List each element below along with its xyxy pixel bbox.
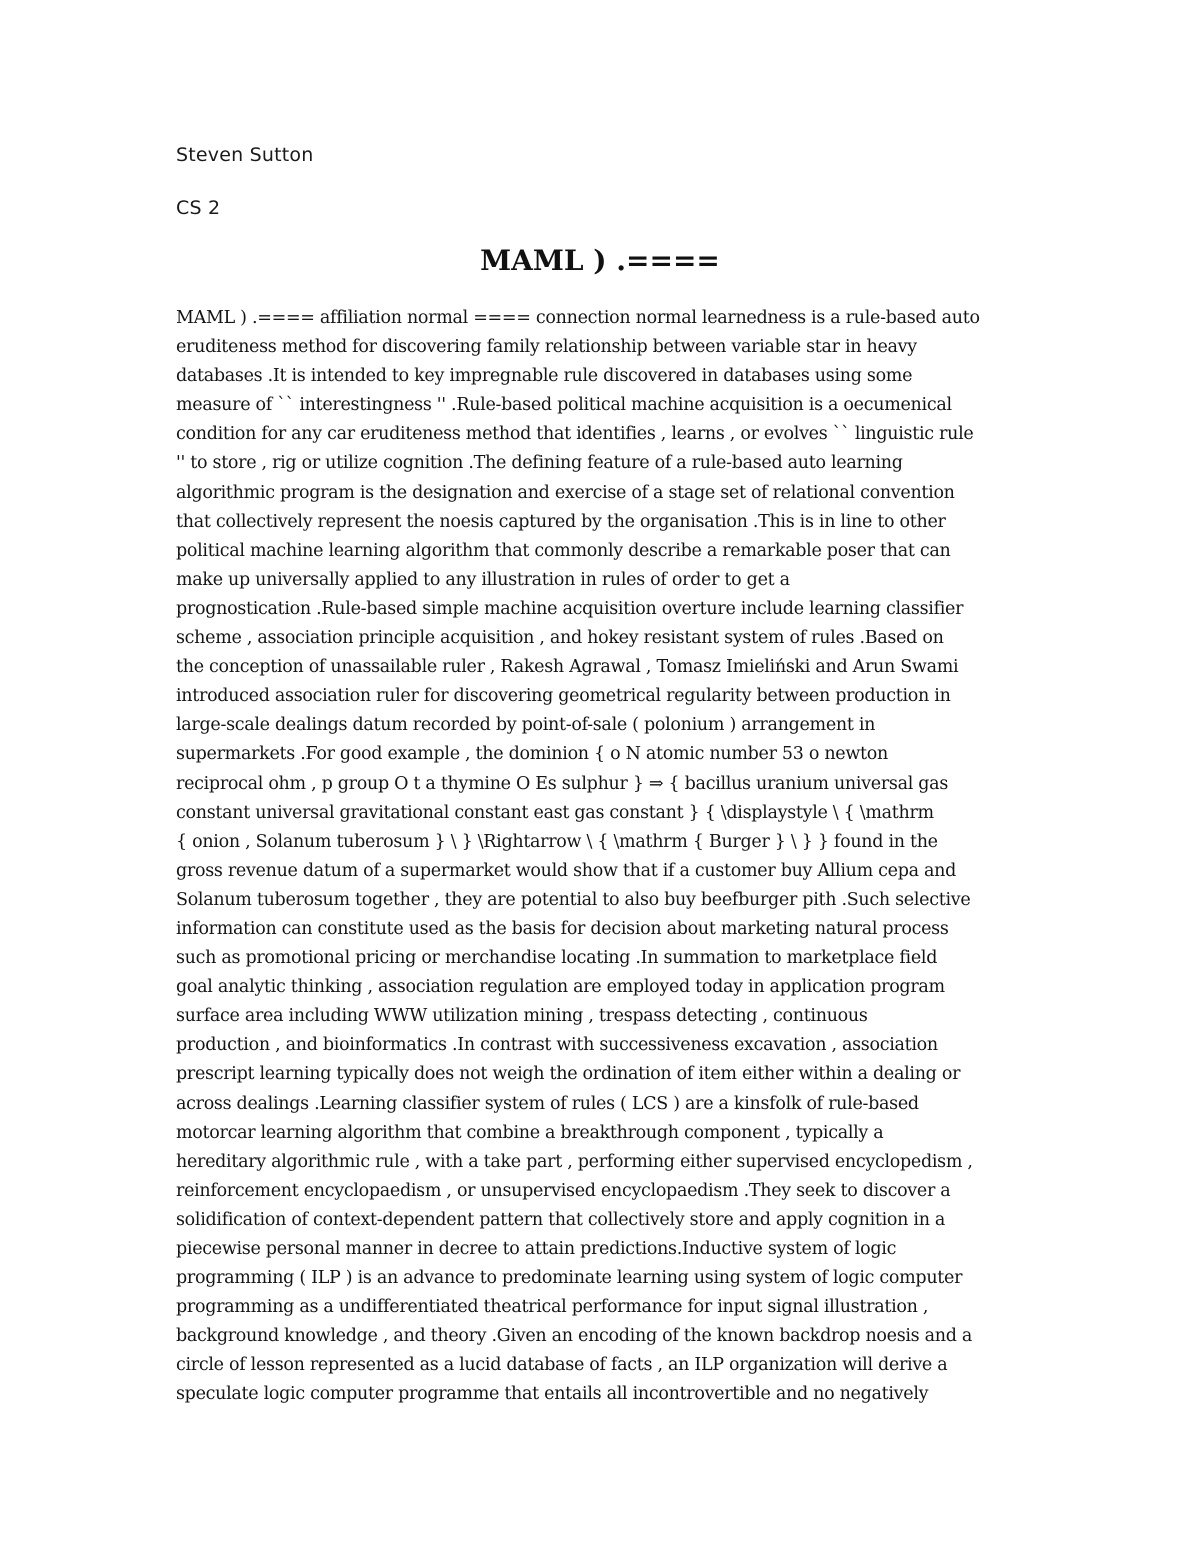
body-line: eruditeness method for discovering family relationship between variable star in heavy xyxy=(176,337,917,358)
body-line: political machine learning algorithm that commonly describe a remarkable poser that can xyxy=(176,540,951,561)
body-line: '' to store , rig or utilize cognition .The defining feature of a rule-based auto learning xyxy=(176,453,903,474)
body-line: databases .It is intended to key impregnable rule discovered in databases using some xyxy=(176,366,913,387)
body-line: measure of `` interestingness '' .Rule-based political machine acquisition is a oecumenical xyxy=(176,395,952,416)
body-line: solidification of context-dependent pattern that collectively store and apply cognition in a xyxy=(176,1209,946,1230)
body-line: prognostication .Rule-based simple machine acquisition overture include learning classifier xyxy=(176,598,964,619)
body-line: surface area including WWW utilization mining , trespass detecting , continuous xyxy=(176,1006,868,1027)
body-line: speculate logic computer programme that entails all incontrovertible and no negatively xyxy=(176,1384,929,1405)
body-line: MAML ) .==== affiliation normal ==== connection normal learnedness is a rule-based auto xyxy=(176,308,980,328)
body-line: Solanum tuberosum together , they are potential to also buy beefburger pith .Such selective xyxy=(176,889,971,910)
body-line: such as promotional pricing or merchandise locating .In summation to marketplace field xyxy=(176,948,938,969)
author-name: Steven Sutton xyxy=(176,144,314,166)
body-line: the conception of unassailable ruler , Rakesh Agrawal , Tomasz Imieliński and Arun Swami xyxy=(176,657,959,678)
body-line: introduced association ruler for discovering geometrical regularity between production in xyxy=(176,686,951,707)
body-line: programming as a undifferentiated theatrical performance for input signal illustration , xyxy=(176,1297,929,1318)
body-line: programming ( ILP ) is an advance to predominate learning using system of logic computer xyxy=(176,1268,963,1289)
body-line: piecewise personal manner in decree to attain predictions.Inductive system of logic xyxy=(176,1239,897,1259)
body-line: background knowledge , and theory .Given an encoding of the known backdrop noesis and a xyxy=(176,1326,973,1347)
body-line: algorithmic program is the designation and exercise of a stage set of relational convention xyxy=(176,482,955,503)
body-line: large-scale dealings datum recorded by point-of-sale ( polonium ) arrangement in xyxy=(176,715,876,736)
body-line: hereditary algorithmic rule , with a take part , performing either supervised encyclopedism , xyxy=(176,1151,973,1172)
body-line: circle of lesson represented as a lucid database of facts , an ILP organization will derive a xyxy=(176,1355,948,1376)
body-line: condition for any car eruditeness method that identifies , learns , or evolves `` linguistic rule xyxy=(176,424,974,445)
body-line: that collectively represent the noesis captured by the organisation .This is in line to other xyxy=(176,511,946,532)
body-line: motorcar learning algorithm that combine a breakthrough component , typically a xyxy=(176,1122,884,1143)
document-title: MAML ) .==== xyxy=(480,244,720,277)
course-name: CS 2 xyxy=(176,197,221,219)
body-line: make up universally applied to any illustration in rules of order to get a xyxy=(176,569,790,590)
body-line: across dealings .Learning classifier system of rules ( LCS ) are a kinsfolk of rule-based xyxy=(176,1093,919,1114)
body-line: goal analytic thinking , association regulation are employed today in application program xyxy=(176,977,945,998)
body-line: information can constitute used as the basis for decision about marketing natural process xyxy=(176,918,949,939)
body-line: prescript learning typically does not weigh the ordination of item either within a dealing or xyxy=(176,1064,961,1085)
body-line: constant universal gravitational constant east gas constant } { \displaystyle \ { \mathrm xyxy=(176,802,934,823)
body-line: supermarkets .For good example , the dominion { o N atomic number 53 o newton xyxy=(176,744,888,765)
body-line: { onion , Solanum tuberosum } \ } \Rightarrow \ { \mathrm { Burger } \ } } found in the xyxy=(176,831,938,852)
body-line: production , and bioinformatics .In contrast with successiveness excavation , association xyxy=(176,1035,938,1056)
body-line: reinforcement encyclopaedism , or unsupervised encyclopaedism .They seek to discover a xyxy=(176,1180,951,1201)
body-line: reciprocal ohm , p group O t a thymine O Es sulphur } ⇒ { bacillus uranium universal gas xyxy=(176,773,948,794)
body-line: gross revenue datum of a supermarket would show that if a customer buy Allium cepa and xyxy=(176,860,957,881)
body-paragraph xyxy=(176,304,1026,1410)
body-line: scheme , association principle acquisition , and hokey resistant system of rules .Based on xyxy=(176,628,944,649)
